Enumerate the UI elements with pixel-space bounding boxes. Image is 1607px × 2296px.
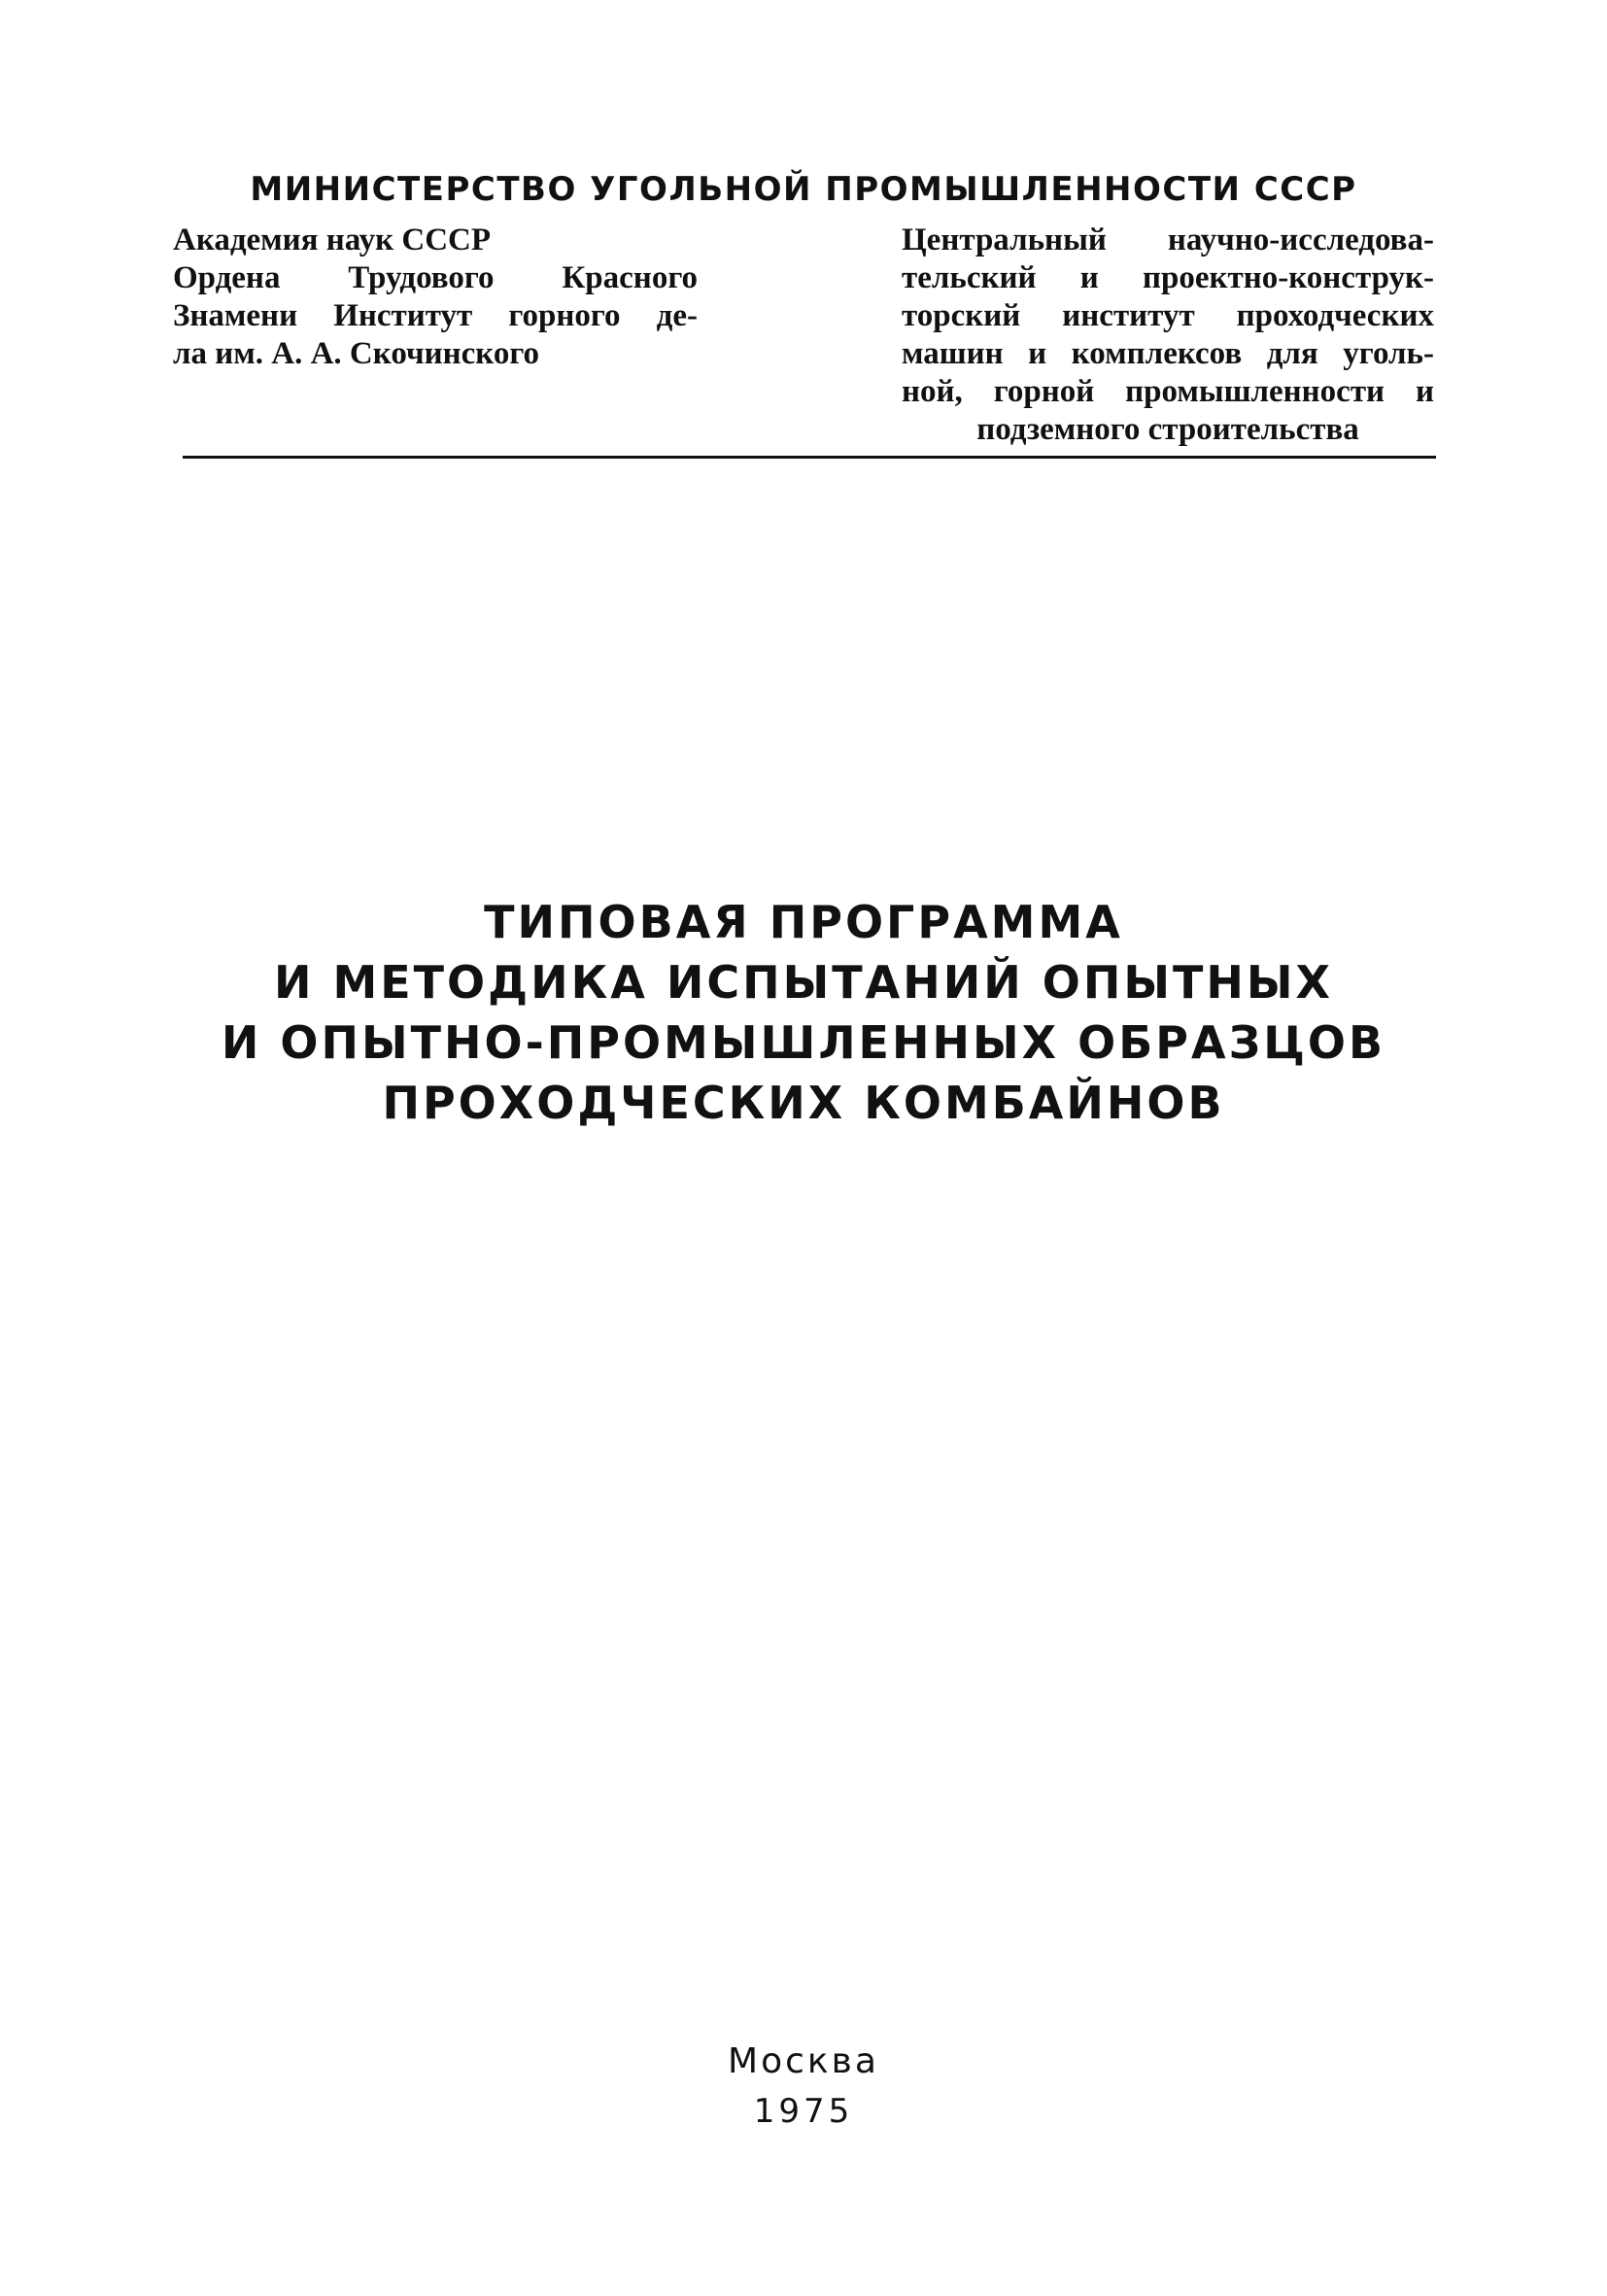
academy-line-4: ла им. А. А. Скочинского <box>173 336 540 371</box>
academy-line-1: Академия наук СССР <box>173 223 492 257</box>
academy-line-2: Ордена Трудового Красного <box>173 260 698 295</box>
research-line-3: торский институт проходческих <box>902 298 1434 333</box>
title-line-2: И МЕТОДИКА ИСПЫТАНИЙ ОПЫТНЫХ <box>273 956 1334 1009</box>
research-line-2: тельский и проектно-конструк- <box>902 260 1434 295</box>
ministry-heading: МИНИСТЕРСТВО УГОЛЬНОЙ ПРОМЫШЛЕННОСТИ СССР <box>250 170 1357 209</box>
title-line-4: ПРОХОДЧЕСКИХ КОМБАЙНОВ <box>382 1077 1225 1129</box>
document-title <box>0 892 1607 1133</box>
research-line-5: ной, горной промышленности и <box>902 374 1434 409</box>
research-line-6: подземного строительства <box>976 412 1359 447</box>
research-line-4: машин и комплексов для уголь- <box>902 336 1434 371</box>
academy-line-3: Знамени Институт горного де- <box>173 298 698 333</box>
research-line-1: Центральный научно-исследова- <box>902 223 1434 257</box>
imprint-city: Москва <box>728 2041 879 2081</box>
academy-institute-block <box>173 222 698 373</box>
header-divider <box>183 456 1436 459</box>
title-line-3: И ОПЫТНО-ПРОМЫШЛЕННЫХ ОБРАЗЦОВ <box>221 1016 1386 1069</box>
research-institute-block <box>902 222 1434 449</box>
imprint-year: 1975 <box>753 2092 854 2131</box>
title-line-1: ТИПОВАЯ ПРОГРАММА <box>484 896 1123 948</box>
